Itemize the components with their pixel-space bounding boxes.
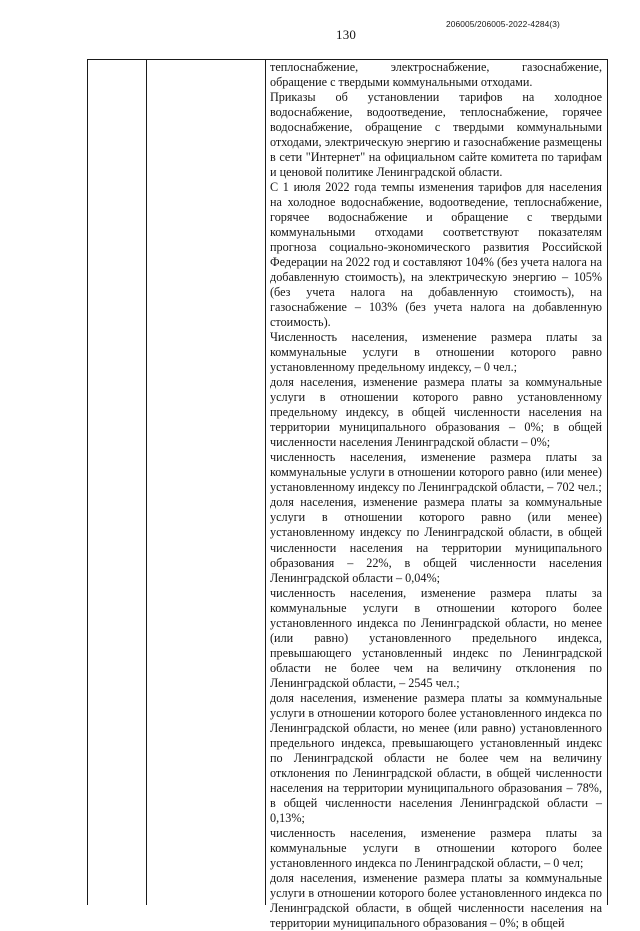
- paragraph-share-above-index: доля населения, изменение размера платы за коммунальные услуги в отношении которого более установленного индекса по Ленинградской области, но менее (или равно) установленного предельного индекса, превышающего установленный индекс по Ленинградской области не более чем на величину отклонения по Ленинградской области, в общей численности населения на территории муниципального образования – 78%, в общей численности населения Ленинградской области – 0,13%;: [270, 690, 602, 825]
- paragraph-tariff-rates: С 1 июля 2022 года темпы изменения тарифов для населения на холодное водоснабжение, водоотведение, теплоснабжение, горячее водоснабжение и обращение с твердыми коммунальными отходами соответствуют показателям прогноза социально-экономического развития Российской Федерации на 2022 год и составляют 104% (без учета налога на добавленную стоимость), на электрическую энергию – 105% (без учета налога на добавленную стоимость), на газоснабжение – 103% (без учета налога на добавленную стоимость).: [270, 180, 602, 330]
- document-id: 206005/206005-2022-4284(3): [446, 19, 560, 29]
- paragraph-supply-services: теплоснабжение, электроснабжение, газоснабжение, обращение с твердыми коммунальными отходами.: [270, 60, 602, 90]
- table-cell-text: [270, 60, 602, 931]
- page-number: 130: [336, 27, 357, 42]
- table-column-divider-1: [146, 59, 147, 905]
- paragraph-population-above-index: численность населения, изменение размера платы за коммунальные услуги в отношении которого более установленного индекса по Ленинградской области, но менее (или равно) установленного предельного индекса, превышающего установленный индекс по Ленинградской области не более чем на величину отклонения по Ленинградской области, – 2545 чел.;: [270, 585, 602, 690]
- paragraph-tariff-orders: Приказы об установлении тарифов на холодное водоснабжение, водоотведение, теплоснабжение, горячее водоснабжение, обращение с твердыми коммунальными отходами, электрическую энергию и газоснабжение размещены в сети "Интернет" на официальном сайте комитета по тарифам и ценовой политике Ленинградской области.: [270, 90, 602, 180]
- paragraph-share-over-index: доля населения, изменение размера платы за коммунальные услуги в отношении которого более установленного индекса по Ленинградской области, в общей численности населения на территории муниципального образования – 0%; в общей: [270, 870, 602, 930]
- paragraph-population-equal-limit: Численность населения, изменение размера платы за коммунальные услуги в отношении которого равно установленному предельному индексу, – 0 чел.;: [270, 330, 602, 375]
- paragraph-share-equal-limit: доля населения, изменение размера платы за коммунальные услуги в отношении которого равно установленному предельному индексу, в общей численности населения на территории муниципального образования – 0%; в общей численности населения Ленинградской области – 0%;: [270, 375, 602, 450]
- paragraph-population-over-index: численность населения, изменение размера платы за коммунальные услуги в отношении которого более установленного индекса по Ленинградской области, – 0 чел;: [270, 825, 602, 870]
- table-column-divider-2: [265, 59, 266, 905]
- paragraph-population-below-index: численность населения, изменение размера платы за коммунальные услуги в отношении которого равно (или менее) установленному индексу по Ленинградской области, – 702 чел.;: [270, 450, 602, 495]
- paragraph-share-below-index: доля населения, изменение размера платы за коммунальные услуги в отношении которого равно (или менее) установленному индексу по Ленинградской области, в общей численности населения на территории муниципального образования – 22%, в общей численности населения Ленинградской области – 0,04%;: [270, 495, 602, 585]
